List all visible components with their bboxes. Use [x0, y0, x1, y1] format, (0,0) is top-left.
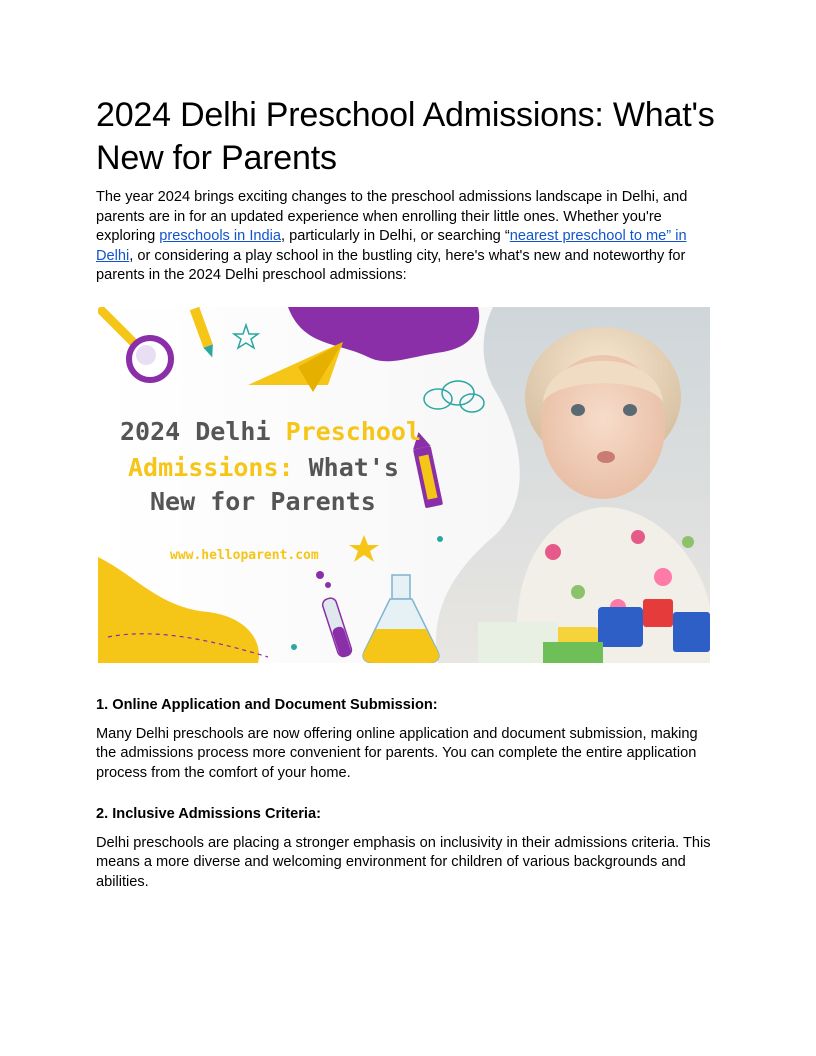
- nearest-preschool-link[interactable]: nearest preschool to me” in Delhi: [96, 228, 687, 264]
- article: [96, 94, 720, 286]
- intro-text-3: , or considering a play school in the bustling city, here's what's new and noteworthy for parents in the 2024 Delhi preschool admissions:: [96, 247, 686, 283]
- banner-illustration: [98, 307, 710, 663]
- banner-image: [98, 307, 710, 663]
- intro-paragraph: [96, 188, 720, 286]
- section-online-application: [96, 696, 720, 783]
- section-body: Delhi preschools are placing a stronger emphasis on inclusivity in their admissions criteria. This means a more diverse and welcoming environment for children of various backgrounds and abilities.: [96, 834, 711, 890]
- banner-website: www.helloparent.com: [170, 548, 319, 563]
- banner-line2: Admissions: What's: [128, 453, 399, 482]
- section-heading: 2. Inclusive Admissions Criteria:: [96, 806, 321, 822]
- section-heading: 1. Online Application and Document Submission:: [96, 697, 438, 713]
- intro-text-1: The year 2024 brings exciting changes to the preschool admissions landscape in Delhi, and parents are in for an updated experience when enrolling their little ones. Whether you're exploring: [96, 189, 688, 244]
- banner-line3: New for Parents: [150, 487, 376, 516]
- banner-line1: 2024 Delhi Preschool: [120, 417, 422, 446]
- page-title: 2024 Delhi Preschool Admissions: What's New for Parents: [96, 96, 715, 177]
- intro-text-2: , particularly in Delhi, or searching “: [280, 228, 510, 244]
- preschools-in-india-link[interactable]: preschools in India: [159, 228, 281, 244]
- section-body: Many Delhi preschools are now offering online application and document submission, making the admissions process more convenient for parents. You can complete the entire application process from the comfort of your home.: [96, 725, 698, 781]
- section-inclusive-admissions: [96, 805, 720, 892]
